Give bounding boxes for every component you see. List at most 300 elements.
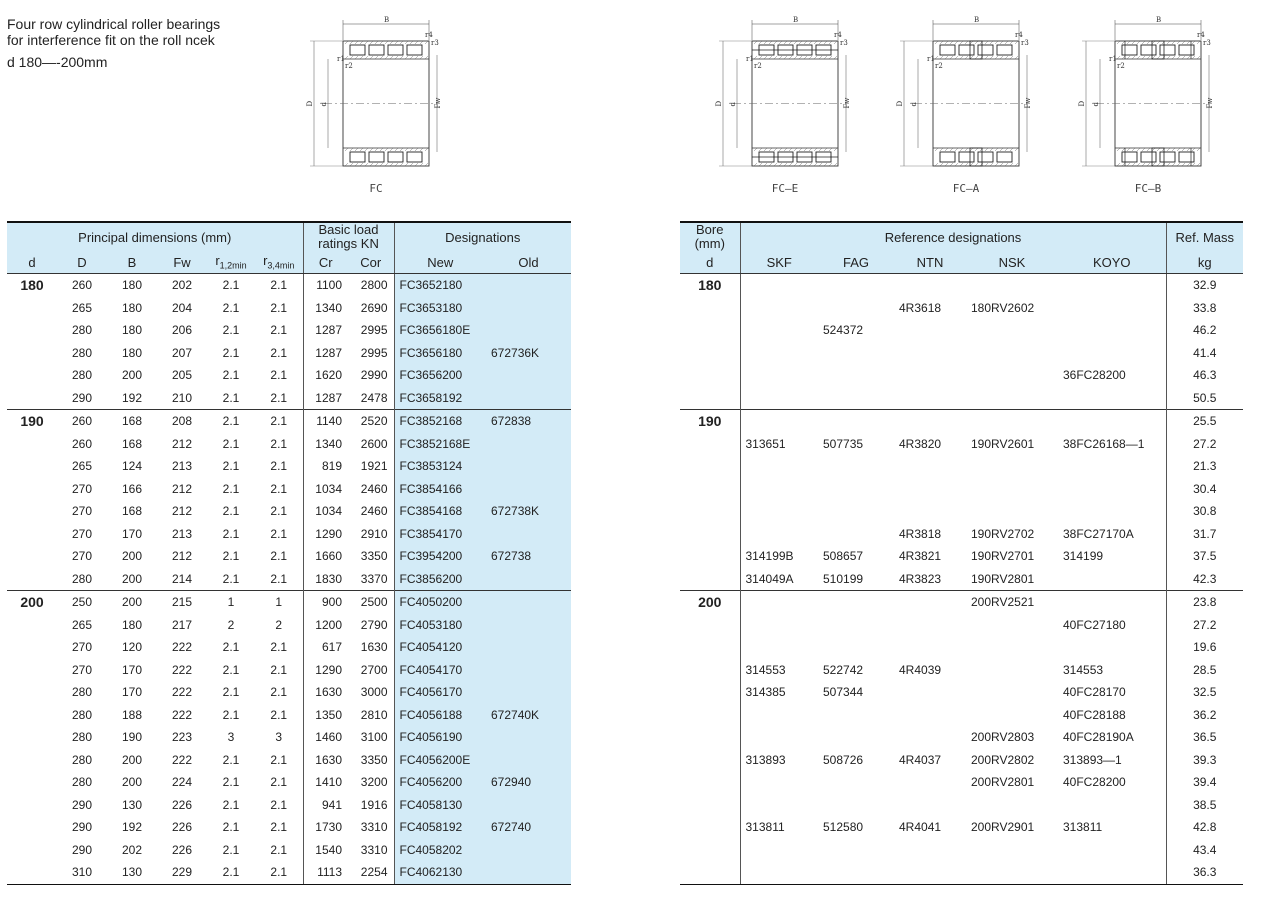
cell-B: 200 [121,775,143,790]
cell-mass: 19.6 [1193,640,1217,655]
drawing-caption-fc: FC [369,182,383,195]
cell-Fw: 224 [171,775,193,790]
cell-B: 200 [107,591,157,614]
cell-bore-empty [680,839,740,862]
cell-Fw: 223 [171,730,193,745]
cell-fag [818,500,894,523]
cell-new: FC4056200 [394,771,486,794]
cell-Cr: 1630 [315,685,342,700]
cell-Cr: 900 [303,591,348,614]
cell-new: FC4058202 [394,839,486,862]
cell-ntn [894,614,966,637]
cell-D: 290 [71,820,93,835]
cell-bore-empty [680,387,740,410]
cell-d-empty [7,659,57,682]
cell-fag [818,523,894,546]
cell-koyo [1058,500,1166,523]
table-row [7,523,571,546]
cell-D: 290 [71,842,93,857]
cell-koyo: 36FC28200 [1058,364,1166,387]
table-row [680,410,1243,433]
cell-r34: 2.1 [255,771,303,794]
cell-B: 130 [107,861,157,884]
cell-ntn: 4R3618 [899,300,942,315]
table-row [7,274,571,297]
cell-B: 180 [121,345,143,360]
cell-r12: 2.1 [222,640,240,655]
cell-r12: 2.1 [222,390,240,405]
cell-ntn: 4R4039 [899,662,942,677]
cell-r34: 2.1 [255,749,303,772]
cell-skf [740,274,818,297]
cell-nsk [966,614,1058,637]
cell-old: 672736K [486,342,571,365]
cell-mass: 33.8 [1193,300,1217,315]
cell-bore-empty [680,342,740,365]
cell-skf: 314553 [745,662,786,677]
cell-r12: 2.1 [222,662,240,677]
cell-D: 280 [71,730,93,745]
cell-skf [740,839,818,862]
cell-koyo [1058,636,1166,659]
cell-B: 200 [121,549,143,564]
cell-B: 192 [121,820,143,835]
cell-Fw: 206 [171,323,193,338]
table-row [7,433,571,456]
cell-B: 180 [121,617,143,632]
label-Fw: Fw [1024,97,1032,109]
cell-d-empty [7,771,57,794]
cell-bore-empty [680,614,740,637]
cell-B: 192 [121,390,143,405]
cell-fag [818,861,894,884]
dimensions-table [7,221,571,885]
table-row [7,455,571,478]
drawing-fc-b [1078,16,1218,181]
label-Fw: Fw [434,97,442,109]
cell-koyo: 314199 [1058,545,1166,568]
cell-r34: 2.1 [255,636,303,659]
cell-new: FC4053180 [394,614,486,637]
cell-Fw: 214 [171,571,193,586]
cell-nsk [966,861,1058,884]
cell-B: 200 [121,752,143,767]
cell-old: 672740K [486,704,571,727]
cell-ntn: 4R4037 [899,752,942,767]
title-line-1: Four row cylindrical roller bearings [7,16,221,32]
cell-skf [740,861,818,884]
cell-Fw: 213 [171,459,193,474]
table-row [680,274,1243,297]
table-row [680,568,1243,591]
cell-bore-empty [680,771,740,794]
cell-nsk: 190RV2701 [971,549,1035,564]
reference-designations-header: Reference designations [740,222,1166,251]
table-row [7,749,571,772]
cell-new: FC4050200 [394,591,486,614]
cell-fag [818,771,894,794]
cell-Fw: 212 [171,549,193,564]
cell-skf [740,771,818,794]
cell-D: 250 [57,591,107,614]
table-row [7,591,571,614]
label-B: B [793,16,799,24]
cell-r12: 2.1 [222,752,240,767]
cell-mass: 42.8 [1193,820,1217,835]
cell-d-empty [7,568,57,591]
label-r3: r3 [840,39,848,47]
bearing-section-svg [896,16,1036,181]
cell-bore-empty [680,297,740,320]
cell-skf [740,342,818,365]
col-old: Old [486,251,571,274]
cell-d-empty [7,500,57,523]
cell-ntn [894,636,966,659]
cell-nsk [966,681,1058,704]
cell-Fw: 226 [171,797,193,812]
designations-header: Designations [394,222,571,251]
cell-Cr: 617 [321,640,342,655]
cell-new: FC4058130 [394,794,486,817]
cell-Fw: 202 [157,274,207,297]
cell-d-empty [7,839,57,862]
cell-mass: 36.2 [1193,707,1217,722]
cell-r12: 2.1 [222,323,240,338]
cell-skf [740,387,818,410]
cell-koyo: 313811 [1058,816,1166,839]
cell-new: FC4056190 [394,726,486,749]
cell-D: 280 [71,345,93,360]
cell-mass: 42.3 [1193,571,1217,586]
cell-mass: 27.2 [1193,617,1217,632]
cell-ntn [894,478,966,501]
cell-B: 200 [121,571,143,586]
cell-r34: 2.1 [255,681,303,704]
cell-Cr: 1034 [315,504,342,519]
cell-d-empty [7,545,57,568]
cell-Cor: 2790 [348,614,394,637]
cell-ntn [894,861,966,884]
cell-mass: 36.5 [1193,730,1217,745]
cell-r34: 2.1 [255,274,303,297]
cell-Cr: 1100 [303,274,348,297]
cell-r12: 2.1 [222,526,240,541]
cell-old [486,387,571,410]
cell-Cr: 1200 [315,617,342,632]
cell-skf [740,500,818,523]
cell-r34: 2.1 [255,297,303,320]
cell-new: FC4056170 [394,681,486,704]
cell-r12: 2.1 [222,685,240,700]
cell-r12: 2.1 [222,300,240,315]
cell-koyo [1058,297,1166,320]
cell-Fw: 222 [171,640,193,655]
col-ntn: NTN [894,251,966,274]
cell-d-empty [7,681,57,704]
cell-bore-empty [680,364,740,387]
cell-B: 188 [121,707,143,722]
cell-Cr: 1350 [315,707,342,722]
cell-new: FC3656200 [394,364,486,387]
label-Fw: Fw [1206,97,1214,109]
cell-Cr: 1410 [315,775,342,790]
cell-fag [818,591,894,614]
cell-old [486,861,571,884]
cell-fag [818,704,894,727]
cell-ntn: 4R3820 [899,436,942,451]
cell-old [486,568,571,591]
table-row [680,455,1243,478]
cell-Cor: 2990 [348,364,394,387]
cell-Cor: 2600 [348,433,394,456]
cell-D: 280 [71,752,93,767]
cell-bore: 180 [680,274,740,297]
table-row [7,500,571,523]
cell-nsk [966,636,1058,659]
cell-r12: 2.1 [207,861,255,884]
col-Fw: Fw [157,251,207,274]
cell-r12: 2.1 [222,436,240,451]
cell-skf [740,364,818,387]
label-r4: r4 [1015,31,1023,39]
cell-d-empty [7,342,57,365]
cell-mass: 21.3 [1193,459,1217,474]
cell-fag [818,410,894,433]
cell-Fw: 226 [171,842,193,857]
cell-r12: 3 [227,730,235,745]
cell-Cor: 3100 [348,726,394,749]
cell-old [486,523,571,546]
label-D: D [896,100,904,107]
bore-header: Bore (mm) [680,222,740,251]
label-r3: r3 [431,39,439,47]
cell-koyo [1058,591,1166,614]
cell-r34: 2.1 [255,478,303,501]
label-D: D [715,100,723,107]
cell-ntn [894,771,966,794]
table-row [7,387,571,410]
cell-fag [818,274,894,297]
label-d: d [910,102,918,107]
col-kg: kg [1166,251,1243,274]
table-row [680,433,1243,456]
cell-ntn [894,704,966,727]
cell-koyo [1058,861,1166,884]
cell-B: 166 [121,481,143,496]
cell-B: 168 [107,410,157,433]
cell-d-empty [7,319,57,342]
cell-new: FC4054170 [394,659,486,682]
cell-bore: 190 [680,410,740,433]
cell-old [486,274,571,297]
cell-old [486,433,571,456]
cell-skf [740,297,818,320]
cell-Fw: 212 [171,481,193,496]
cell-B: 130 [121,797,143,812]
bore-range: d 180—-200mm [7,54,108,70]
cell-r34: 2.1 [255,816,303,839]
cell-bore-empty [680,478,740,501]
cell-Cor: 3000 [348,681,394,704]
cell-old: 672738 [486,545,571,568]
drawing-fc-a [896,16,1036,181]
cell-old [486,749,571,772]
cell-Cr: 1287 [315,323,342,338]
cell-old [486,636,571,659]
cell-bore-empty [680,568,740,591]
label-d: d [1092,102,1100,107]
cell-d-empty [7,455,57,478]
cell-d: 180 [7,274,57,297]
cell-Cor: 2460 [348,500,394,523]
col-fag: FAG [818,251,894,274]
cell-Cr: 1830 [315,571,342,586]
cell-r12: 1 [207,591,255,614]
cell-ntn [894,726,966,749]
cell-Cr: 1460 [315,730,342,745]
cell-r12: 2.1 [222,549,240,564]
bearing-section-svg [306,16,446,181]
page-title [7,16,220,70]
cell-koyo [1058,319,1166,342]
cell-Cr: 1290 [315,662,342,677]
cell-ntn [894,410,966,433]
cell-fag [818,342,894,365]
cell-r34: 2.1 [255,659,303,682]
cell-nsk: 180RV2602 [971,300,1035,315]
cell-old [486,455,571,478]
cell-Cor: 2800 [348,274,394,297]
cell-mass: 36.3 [1166,861,1243,884]
cell-ntn [894,274,966,297]
cell-r12: 2.1 [222,345,240,360]
cell-fag [818,794,894,817]
cell-d-empty [7,704,57,727]
cell-B: 170 [121,685,143,700]
drawing-caption-fc-e: FC—E [771,182,799,195]
table-row [7,614,571,637]
cell-r12: 2.1 [222,571,240,586]
cell-r34: 2.1 [255,342,303,365]
cell-Cr: 819 [321,459,342,474]
cell-new: FC4056200E [394,749,486,772]
cell-mass: 38.5 [1193,797,1217,812]
cell-Cr: 1660 [315,549,342,564]
cell-B: 120 [121,640,143,655]
col-bore-d: d [680,251,740,274]
cell-nsk: 190RV2801 [971,571,1035,586]
table-row [7,704,571,727]
cell-mass: 23.8 [1166,591,1243,614]
cell-Fw: 212 [171,504,193,519]
cell-r34: 2 [255,614,303,637]
cell-Cor: 1916 [348,794,394,817]
table-row [680,704,1243,727]
cell-koyo: 38FC26168—1 [1058,433,1166,456]
label-r2: r2 [935,62,943,70]
cell-bore-empty [680,500,740,523]
cell-r12: 2.1 [222,368,240,383]
cell-skf [740,726,818,749]
cell-ntn: 4R3821 [899,549,942,564]
cell-mass: 30.4 [1193,481,1217,496]
cell-D: 260 [57,274,107,297]
cell-mass: 50.5 [1193,390,1217,405]
table-row [680,614,1243,637]
cell-nsk: 200RV2521 [966,591,1058,614]
cell-Cr: 1113 [303,861,348,884]
col-nsk: NSK [966,251,1058,274]
cell-mass: 39.4 [1193,775,1217,790]
cell-r34: 2.1 [255,839,303,862]
cell-Fw: 226 [171,820,193,835]
cell-fag: 507735 [823,436,864,451]
cell-new: FC3656180 [394,342,486,365]
cell-koyo: 40FC28190A [1058,726,1166,749]
cell-Cr: 1034 [315,481,342,496]
cell-D: 280 [71,707,93,722]
cell-bore-empty [680,455,740,478]
cell-nsk: 190RV2702 [971,526,1035,541]
cell-r12: 2.1 [222,775,240,790]
table-row [680,297,1243,320]
cell-B: 190 [121,730,143,745]
cell-mass: 31.7 [1193,526,1217,541]
col-Cr: Cr [303,251,348,274]
cell-Cor: 1921 [348,455,394,478]
cell-D: 260 [57,410,107,433]
cell-skf [740,794,818,817]
cell-nsk: 200RV2802 [971,752,1035,767]
cell-D: 290 [71,797,93,812]
table-row [680,681,1243,704]
table-row [680,794,1243,817]
table-row [7,659,571,682]
cell-mass: 39.3 [1193,752,1217,767]
cell-fag [818,455,894,478]
cell-B: 202 [121,842,143,857]
cell-old [486,319,571,342]
cell-skf [740,319,818,342]
table-row [680,726,1243,749]
cell-Cr: 1287 [315,390,342,405]
cell-Fw: 205 [171,368,193,383]
cell-skf [740,704,818,727]
cell-old [486,297,571,320]
cell-nsk: 200RV2801 [971,775,1035,790]
cell-ntn: 4R4041 [899,820,942,835]
cell-nsk [966,387,1058,410]
cell-B: 180 [107,274,157,297]
cell-Fw: 222 [171,752,193,767]
table-row [680,500,1243,523]
label-r3: r3 [1021,39,1029,47]
cell-r12: 2.1 [222,459,240,474]
label-r4: r4 [1197,31,1205,39]
cell-new: FC4054120 [394,636,486,659]
cell-D: 265 [71,459,93,474]
cell-B: 124 [121,459,143,474]
cell-Cor: 2254 [348,861,394,884]
cell-old [486,591,571,614]
cell-r34: 2.1 [255,794,303,817]
cell-old [486,659,571,682]
cell-d: 200 [7,591,57,614]
cell-Fw: 217 [171,617,193,632]
cell-skf: 313811 [745,820,785,835]
table-row [680,591,1243,614]
cell-r34: 2.1 [255,545,303,568]
